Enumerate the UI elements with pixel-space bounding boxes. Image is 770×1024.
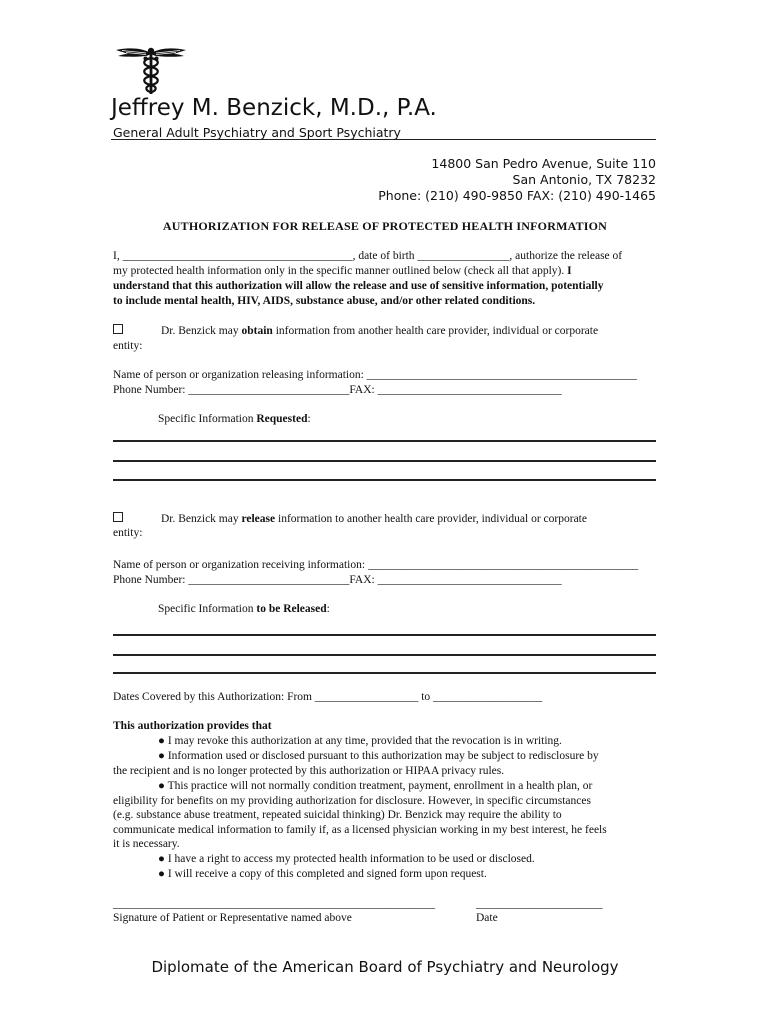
release-specific-line-2[interactable] (113, 654, 656, 656)
form-title: AUTHORIZATION FOR RELEASE OF PROTECTED HEALTH INFORMATION (162, 219, 608, 233)
obtain-specific-post: : (307, 413, 311, 425)
provision-redisclosure-cont: the recipient and is no longer protected by this authorization or HIPAA privacy rules. (113, 765, 505, 777)
date-field[interactable]: ______________________ (476, 898, 603, 910)
signature-label: Signature of Patient or Representative named above (113, 912, 352, 924)
intro-line-1: I, ________________________________________, date of birth ________________, authorize the release of (113, 250, 623, 262)
obtain-specific-line-2[interactable] (113, 460, 656, 462)
provision-revoke: ● I may revoke this authorization at any time, provided that the revocation is in writing. (158, 735, 562, 747)
footer-diplomate: Diplomate of the American Board of Psychiatry and Neurology (151, 958, 619, 976)
provision-condition-cont-2: (e.g. substance abuse treatment, repeated suicidal thinking) Dr. Benzick may require the ability to (113, 809, 562, 821)
release-specific-line-3[interactable] (113, 672, 656, 674)
obtain-checkbox[interactable] (113, 324, 123, 334)
dates-covered-field[interactable]: Dates Covered by this Authorization: From __________________ to ___________________ (113, 691, 543, 703)
provision-copy: ● I will receive a copy of this completed and signed form upon request. (158, 868, 487, 880)
obtain-specific-bold: Requested (256, 413, 308, 425)
obtain-pre: Dr. Benzick may (161, 325, 242, 337)
obtain-post: information from another health care provider, individual or corporate (272, 325, 599, 337)
release-post: information to another health care provider, individual or corporate (275, 513, 587, 525)
release-phone-fax-field[interactable]: Phone Number: ____________________________FAX: ________________________________ (113, 574, 562, 586)
address-line-2: San Antonio, TX 78232 (512, 172, 656, 187)
practice-name: Jeffrey M. Benzick, M.D., P.A. (111, 95, 437, 121)
release-bold: release (241, 513, 276, 525)
intro-line-2-text: my protected health information only in the specific manner outlined below (check all that apply). (113, 265, 568, 277)
release-specific-post: : (326, 603, 330, 615)
release-specific-bold: to be Released (256, 603, 327, 615)
obtain-name-field[interactable]: Name of person or organization releasing information: _______________________________________________ (113, 369, 637, 381)
header-divider (111, 139, 656, 140)
obtain-bold: obtain (241, 325, 273, 337)
provision-access: ● I have a right to access my protected health information to be used or disclosed. (158, 853, 535, 865)
obtain-entity: entity: (113, 340, 143, 352)
obtain-option (113, 324, 598, 337)
intro-line-2 (113, 265, 572, 277)
release-checkbox[interactable] (113, 512, 123, 522)
provision-condition-cont-1: eligibility for benefits on my providing authorization for disclosure. However, in specific circumstances (113, 795, 591, 807)
release-entity: entity: (113, 527, 143, 539)
intro-line-2-bold: I (567, 265, 572, 277)
provision-condition: ● This practice will not normally condition treatment, payment, enrollment in a health plan, or (158, 780, 593, 792)
release-specific-line-1[interactable] (113, 634, 656, 636)
provision-condition-cont-3: communicate medical information to family if, as a licensed physician working in my best interest, he feels (113, 824, 607, 836)
phone-fax: Phone: (210) 490-9850 FAX: (210) 490-1465 (378, 188, 656, 203)
date-label: Date (476, 912, 498, 924)
intro-line-4: to include mental health, HIV, AIDS, substance abuse, and/or other related conditions. (113, 295, 536, 307)
provision-redisclosure: ● Information used or disclosed pursuant to this authorization may be subject to redisclosure by (158, 750, 599, 762)
release-specific-pre: Specific Information (158, 603, 257, 615)
obtain-specific-pre: Specific Information (158, 413, 257, 425)
address-line-1: 14800 San Pedro Avenue, Suite 110 (431, 156, 656, 171)
caduceus-icon (112, 44, 190, 96)
obtain-specific-label (158, 413, 311, 425)
release-option (113, 512, 587, 525)
obtain-specific-line-1[interactable] (113, 440, 656, 442)
signature-field[interactable]: ________________________________________________________ (113, 898, 435, 910)
practice-specialty: General Adult Psychiatry and Sport Psychiatry (113, 125, 401, 140)
release-pre: Dr. Benzick may (161, 513, 242, 525)
release-name-field[interactable]: Name of person or organization receiving information: _______________________________________________ (113, 559, 639, 571)
release-specific-label (158, 603, 330, 615)
provisions-heading: This authorization provides that (113, 720, 272, 732)
obtain-specific-line-3[interactable] (113, 479, 656, 481)
intro-line-3: understand that this authorization will allow the release and use of sensitive information, potentially (113, 280, 604, 292)
provision-condition-cont-4: it is necessary. (113, 838, 180, 850)
obtain-phone-fax-field[interactable]: Phone Number: ____________________________FAX: ________________________________ (113, 384, 562, 396)
